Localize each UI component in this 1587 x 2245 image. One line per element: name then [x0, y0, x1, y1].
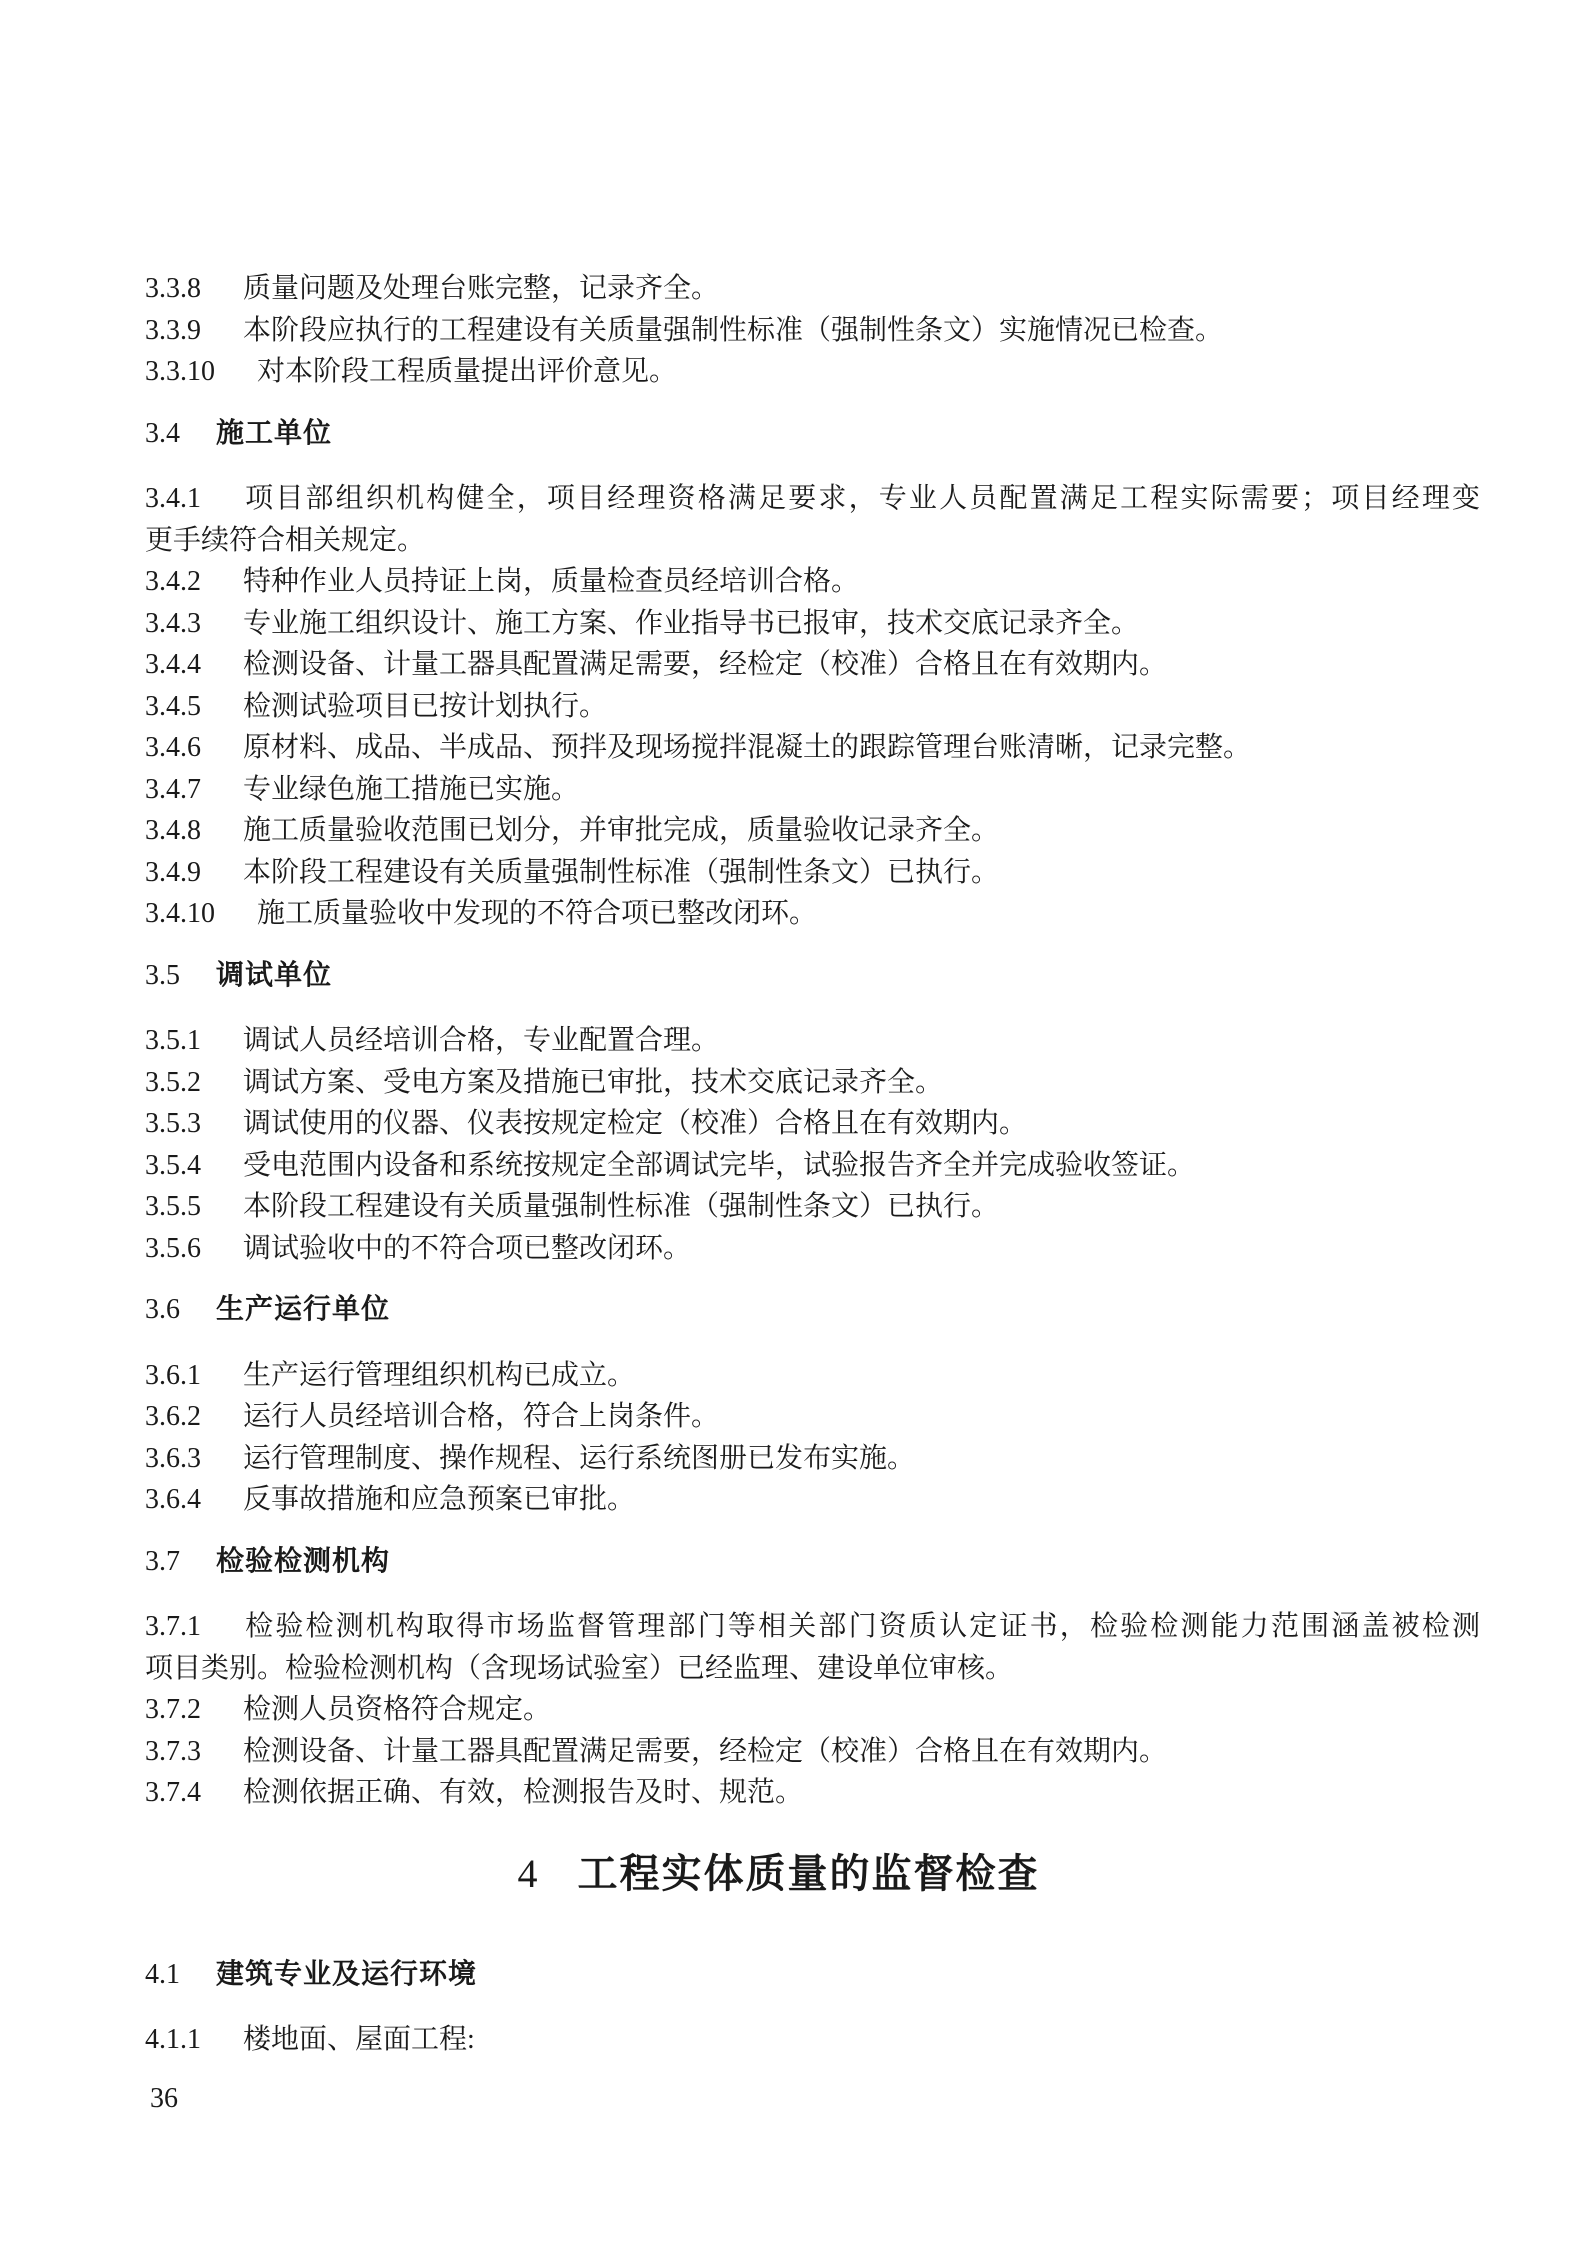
- clause-line: [145, 1606, 1480, 1648]
- clause-text: 检验检测机构取得市场监督管理部门等相关部门资质认定证书，检验检测能力范围涵盖被检测: [243, 1611, 1480, 1642]
- section-number: 3.5: [145, 959, 180, 991]
- clause-line: [145, 1103, 1480, 1145]
- clause: [145, 769, 1480, 811]
- clause: [145, 1228, 1480, 1270]
- clause-text: 检测人员资格符合规定。: [243, 1694, 552, 1725]
- clause-text: 施工质量验收范围已划分，并审批完成，质量验收记录齐全。: [243, 815, 1000, 846]
- clause-line: [145, 1648, 1480, 1690]
- clause-text: 对本阶段工程质量提出评价意见。: [257, 356, 678, 387]
- clause: [145, 1103, 1480, 1145]
- clause: [145, 893, 1480, 935]
- section-heading: [145, 1953, 1480, 1996]
- clause-text: 调试使用的仪器、仪表按规定检定（校准）合格且在有效期内。: [243, 1108, 1028, 1139]
- clause: [145, 1479, 1480, 1521]
- clause-text: 专业施工组织设计、施工方案、作业指导书已报审，技术交底记录齐全。: [243, 607, 1140, 639]
- chapter-title: 工程实体质量的监督检查: [577, 1851, 1040, 1896]
- section-title: 生产运行单位: [216, 1293, 391, 1324]
- clause-number: 3.4.7: [145, 773, 201, 805]
- section-number: 3.6: [145, 1294, 180, 1325]
- clause-number: 3.5.4: [145, 1149, 201, 1181]
- clause-line: [145, 1355, 1480, 1397]
- clause-number: 3.6.2: [145, 1401, 201, 1432]
- clause-number: 3.4.8: [145, 815, 201, 846]
- clause-text: 项目部组织机构健全，项目经理资格满足要求，专业人员配置满足工程实际需要；项目经理变: [243, 483, 1480, 514]
- section-heading: [145, 412, 1480, 455]
- clause: [145, 644, 1480, 686]
- clause-number: 3.6.1: [145, 1359, 201, 1391]
- clause-text: 调试人员经培训合格，专业配置合理。: [243, 1025, 720, 1056]
- section-number: 4.1: [145, 1958, 180, 1990]
- clause: [145, 1145, 1480, 1187]
- clause: [145, 2019, 1480, 2061]
- section-title: 检验检测机构: [216, 1544, 391, 1576]
- section-heading: [145, 954, 1480, 997]
- clause-text: 本阶段工程建设有关质量强制性标准（强制性条文）已执行。: [243, 856, 1000, 888]
- clause-line: [145, 1396, 1480, 1438]
- clause-text: 检测设备、计量工器具配置满足需要，经检定（校准）合格且在有效期内。: [243, 649, 1168, 680]
- page-number: 36: [150, 2083, 178, 2114]
- clause-number: 3.7.3: [145, 1735, 201, 1767]
- chapter-number: 4: [517, 1850, 538, 1896]
- clause-number: 3.6.4: [145, 1484, 201, 1515]
- section-title: 建筑专业及运行环境: [216, 1957, 478, 1989]
- clause-text: 本阶段工程建设有关质量强制性标准（强制性条文）已执行。: [243, 1191, 1000, 1222]
- clause-text: 反事故措施和应急预案已审批。: [243, 1484, 636, 1515]
- clause-text: 原材料、成品、半成品、预拌及现场搅拌混凝土的跟踪管理台账清晰，记录完整。: [243, 732, 1252, 763]
- clause-number: 3.5.6: [145, 1232, 201, 1264]
- clause: [145, 1772, 1480, 1814]
- clause-line: [145, 2019, 1480, 2061]
- clause: [145, 1396, 1480, 1438]
- clause-line: [145, 268, 1480, 310]
- clause-number: 3.4.2: [145, 566, 201, 597]
- clause: [145, 478, 1480, 561]
- clause: [145, 310, 1480, 352]
- clause-line: [145, 603, 1480, 645]
- clause: [145, 852, 1480, 894]
- clause-line: [145, 1689, 1480, 1731]
- clause-text: 质量问题及处理台账完整，记录齐全。: [243, 273, 720, 304]
- clause-text: 检测设备、计量工器具配置满足需要，经检定（校准）合格且在有效期内。: [243, 1735, 1168, 1767]
- clause-number: 3.4.10: [145, 898, 215, 929]
- section-title: 调试单位: [216, 958, 333, 990]
- clause-text: 楼地面、屋面工程:: [243, 2024, 475, 2055]
- clause-text: 本阶段应执行的工程建设有关质量强制性标准（强制性条文）实施情况已检查。: [243, 314, 1224, 346]
- clause-line: [145, 1438, 1480, 1480]
- clause: [145, 1355, 1480, 1397]
- clause-number: 3.5.5: [145, 1191, 201, 1222]
- clause: [145, 1606, 1480, 1689]
- clause-number: 4.1.1: [145, 2024, 201, 2055]
- clause: [145, 351, 1480, 393]
- clause-number: 3.5.3: [145, 1108, 201, 1139]
- clause-text: 生产运行管理组织机构已成立。: [243, 1359, 636, 1391]
- chapter-heading: [111, 1846, 1446, 1902]
- clause-line: [145, 644, 1480, 686]
- clause-line: [145, 810, 1480, 852]
- clause-text: 专业绿色施工措施已实施。: [243, 773, 580, 805]
- content: [145, 268, 1480, 2061]
- clause: [145, 1020, 1480, 1062]
- clause: [145, 1186, 1480, 1228]
- section-number: 3.4: [145, 417, 180, 449]
- clause-line: [145, 561, 1480, 603]
- clause-line: [145, 769, 1480, 811]
- section-title: 施工单位: [216, 416, 333, 448]
- clause-text: 受电范围内设备和系统按规定全部调试完毕，试验报告齐全并完成验收签证。: [243, 1149, 1196, 1181]
- clause-number: 3.4.4: [145, 649, 201, 680]
- clause-number: 3.3.8: [145, 273, 201, 304]
- clause-line: [145, 1186, 1480, 1228]
- clause-text: 运行人员经培训合格，符合上岗条件。: [243, 1401, 720, 1432]
- clause-line: [145, 1479, 1480, 1521]
- clause-line: [145, 478, 1480, 520]
- clause: [145, 268, 1480, 310]
- clause: [145, 1062, 1480, 1104]
- clause-text: 运行管理制度、操作规程、运行系统图册已发布实施。: [243, 1442, 916, 1474]
- clause-number: 3.5.1: [145, 1025, 201, 1056]
- clause-number: 3.5.2: [145, 1066, 201, 1098]
- clause-number: 3.7.1: [145, 1611, 201, 1642]
- clause-line: [145, 1731, 1480, 1773]
- section-number: 3.7: [145, 1545, 180, 1577]
- clause-text: 施工质量验收中发现的不符合项已整改闭环。: [257, 898, 818, 929]
- clause-text: 检测试验项目已按计划执行。: [243, 690, 608, 722]
- clause-line: [145, 351, 1480, 393]
- clause-number: 3.4.6: [145, 732, 201, 763]
- section-heading: [145, 1540, 1480, 1583]
- clause-line: [145, 1020, 1480, 1062]
- clause-line: [145, 727, 1480, 769]
- clause-text: 检测依据正确、有效，检测报告及时、规范。: [243, 1777, 804, 1808]
- clause-line: [145, 686, 1480, 728]
- clause: [145, 686, 1480, 728]
- clause-number: 3.4.9: [145, 856, 201, 888]
- clause-number: 3.4.1: [145, 483, 201, 514]
- clause: [145, 727, 1480, 769]
- clause: [145, 810, 1480, 852]
- clause-line: [145, 1228, 1480, 1270]
- clause: [145, 1731, 1480, 1773]
- clause-line: [145, 310, 1480, 352]
- clause-text: 调试验收中的不符合项已整改闭环。: [243, 1232, 692, 1264]
- clause-number: 3.7.2: [145, 1694, 201, 1725]
- clause-line: [145, 893, 1480, 935]
- clause-line: [145, 1145, 1480, 1187]
- clause-number: 3.3.9: [145, 314, 201, 346]
- clause-number: 3.6.3: [145, 1442, 201, 1474]
- clause: [145, 603, 1480, 645]
- clause-text: 特种作业人员持证上岗，质量检查员经培训合格。: [243, 566, 860, 597]
- section-heading: [145, 1288, 1480, 1331]
- clause-text: 调试方案、受电方案及措施已审批，技术交底记录齐全。: [243, 1066, 944, 1098]
- clause: [145, 1438, 1480, 1480]
- clause-text: 更手续符合相关规定。: [145, 524, 426, 556]
- clause-number: 3.7.4: [145, 1777, 201, 1808]
- clause-number: 3.4.5: [145, 690, 201, 722]
- clause-line: [145, 1772, 1480, 1814]
- clause: [145, 561, 1480, 603]
- clause-line: [145, 852, 1480, 894]
- clause-text: 项目类别。检验检测机构（含现场试验室）已经监理、建设单位审核。: [145, 1652, 1014, 1684]
- clause: [145, 1689, 1480, 1731]
- clause-number: 3.3.10: [145, 356, 215, 387]
- clause-line: [145, 1062, 1480, 1104]
- clause-number: 3.4.3: [145, 607, 201, 639]
- clause-line: [145, 520, 1480, 562]
